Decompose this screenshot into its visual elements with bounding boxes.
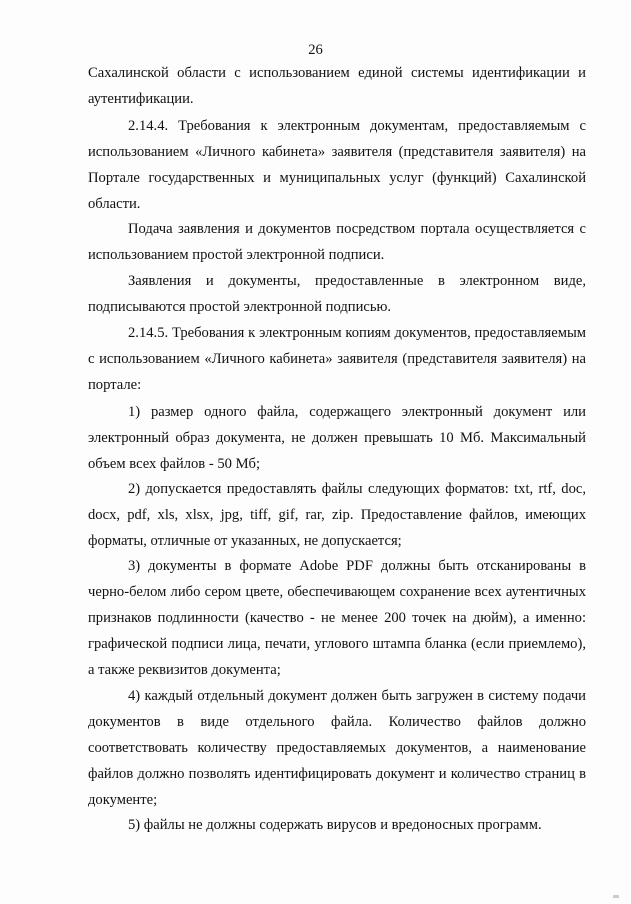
requirement-item-3: 3) документы в формате Adobe PDF должны быть отсканированы в черно-белом либо сером цвете, обеспечивающем сохранение всех аутентичных признаков подлинности (качество - не менее 200 точек на дюйм), а именно: графической подписи лица, печати, углового штампа бланка (если приемлемо), а также реквизитов документа; xyxy=(88,558,586,678)
requirement-item-5: 5) файлы не должны содержать вирусов и вредоносных программ. xyxy=(128,817,542,833)
paragraph-2-14-5: 2.14.5. Требования к электронным копиям документов, предоставляемым с использованием «Личного кабинета» заявителя (представителя заявителя) на портале: xyxy=(88,325,586,393)
paragraph-signature: Заявления и документы, предоставленные в электронном виде, подписываются простой электронной подписью. xyxy=(88,273,586,315)
requirement-item-1: 1) размер одного файла, содержащего электронный документ или электронный образ документа, не должен превышать 10 Мб. Максимальный объем всех файлов - 50 Мб; xyxy=(88,404,586,472)
requirement-item-4: 4) каждый отдельный документ должен быть загружен в систему подачи документов в виде отдельного файла. Количество файлов должно соответствовать количеству предоставляемых документов, а наименование файлов должно позволять идентифицировать документ и количество страниц в документе; xyxy=(88,688,586,808)
page-number: 26 xyxy=(308,42,323,58)
paragraph-2-14-4: 2.14.4. Требования к электронным документам, предоставляемым с использованием «Личного кабинета» заявителя (представителя заявителя) на Портале государственных и муниципальных услуг (функций) Сахалинской области. xyxy=(88,118,586,212)
scan-edge-mark xyxy=(613,895,619,898)
paragraph-submission: Подача заявления и документов посредством портала осуществляется с использованием простой электронной подписи. xyxy=(88,221,586,263)
paragraph-continuation: Сахалинской области с использованием единой системы идентификации и аутентификации. xyxy=(88,65,586,107)
requirement-item-2: 2) допускается предоставлять файлы следующих форматов: txt, rtf, doc, docx, pdf, xls, xlsx, jpg, tiff, gif, rar, zip. Предоставление файлов, имеющих форматы, отличные от указанных, не допускается; xyxy=(88,481,586,549)
